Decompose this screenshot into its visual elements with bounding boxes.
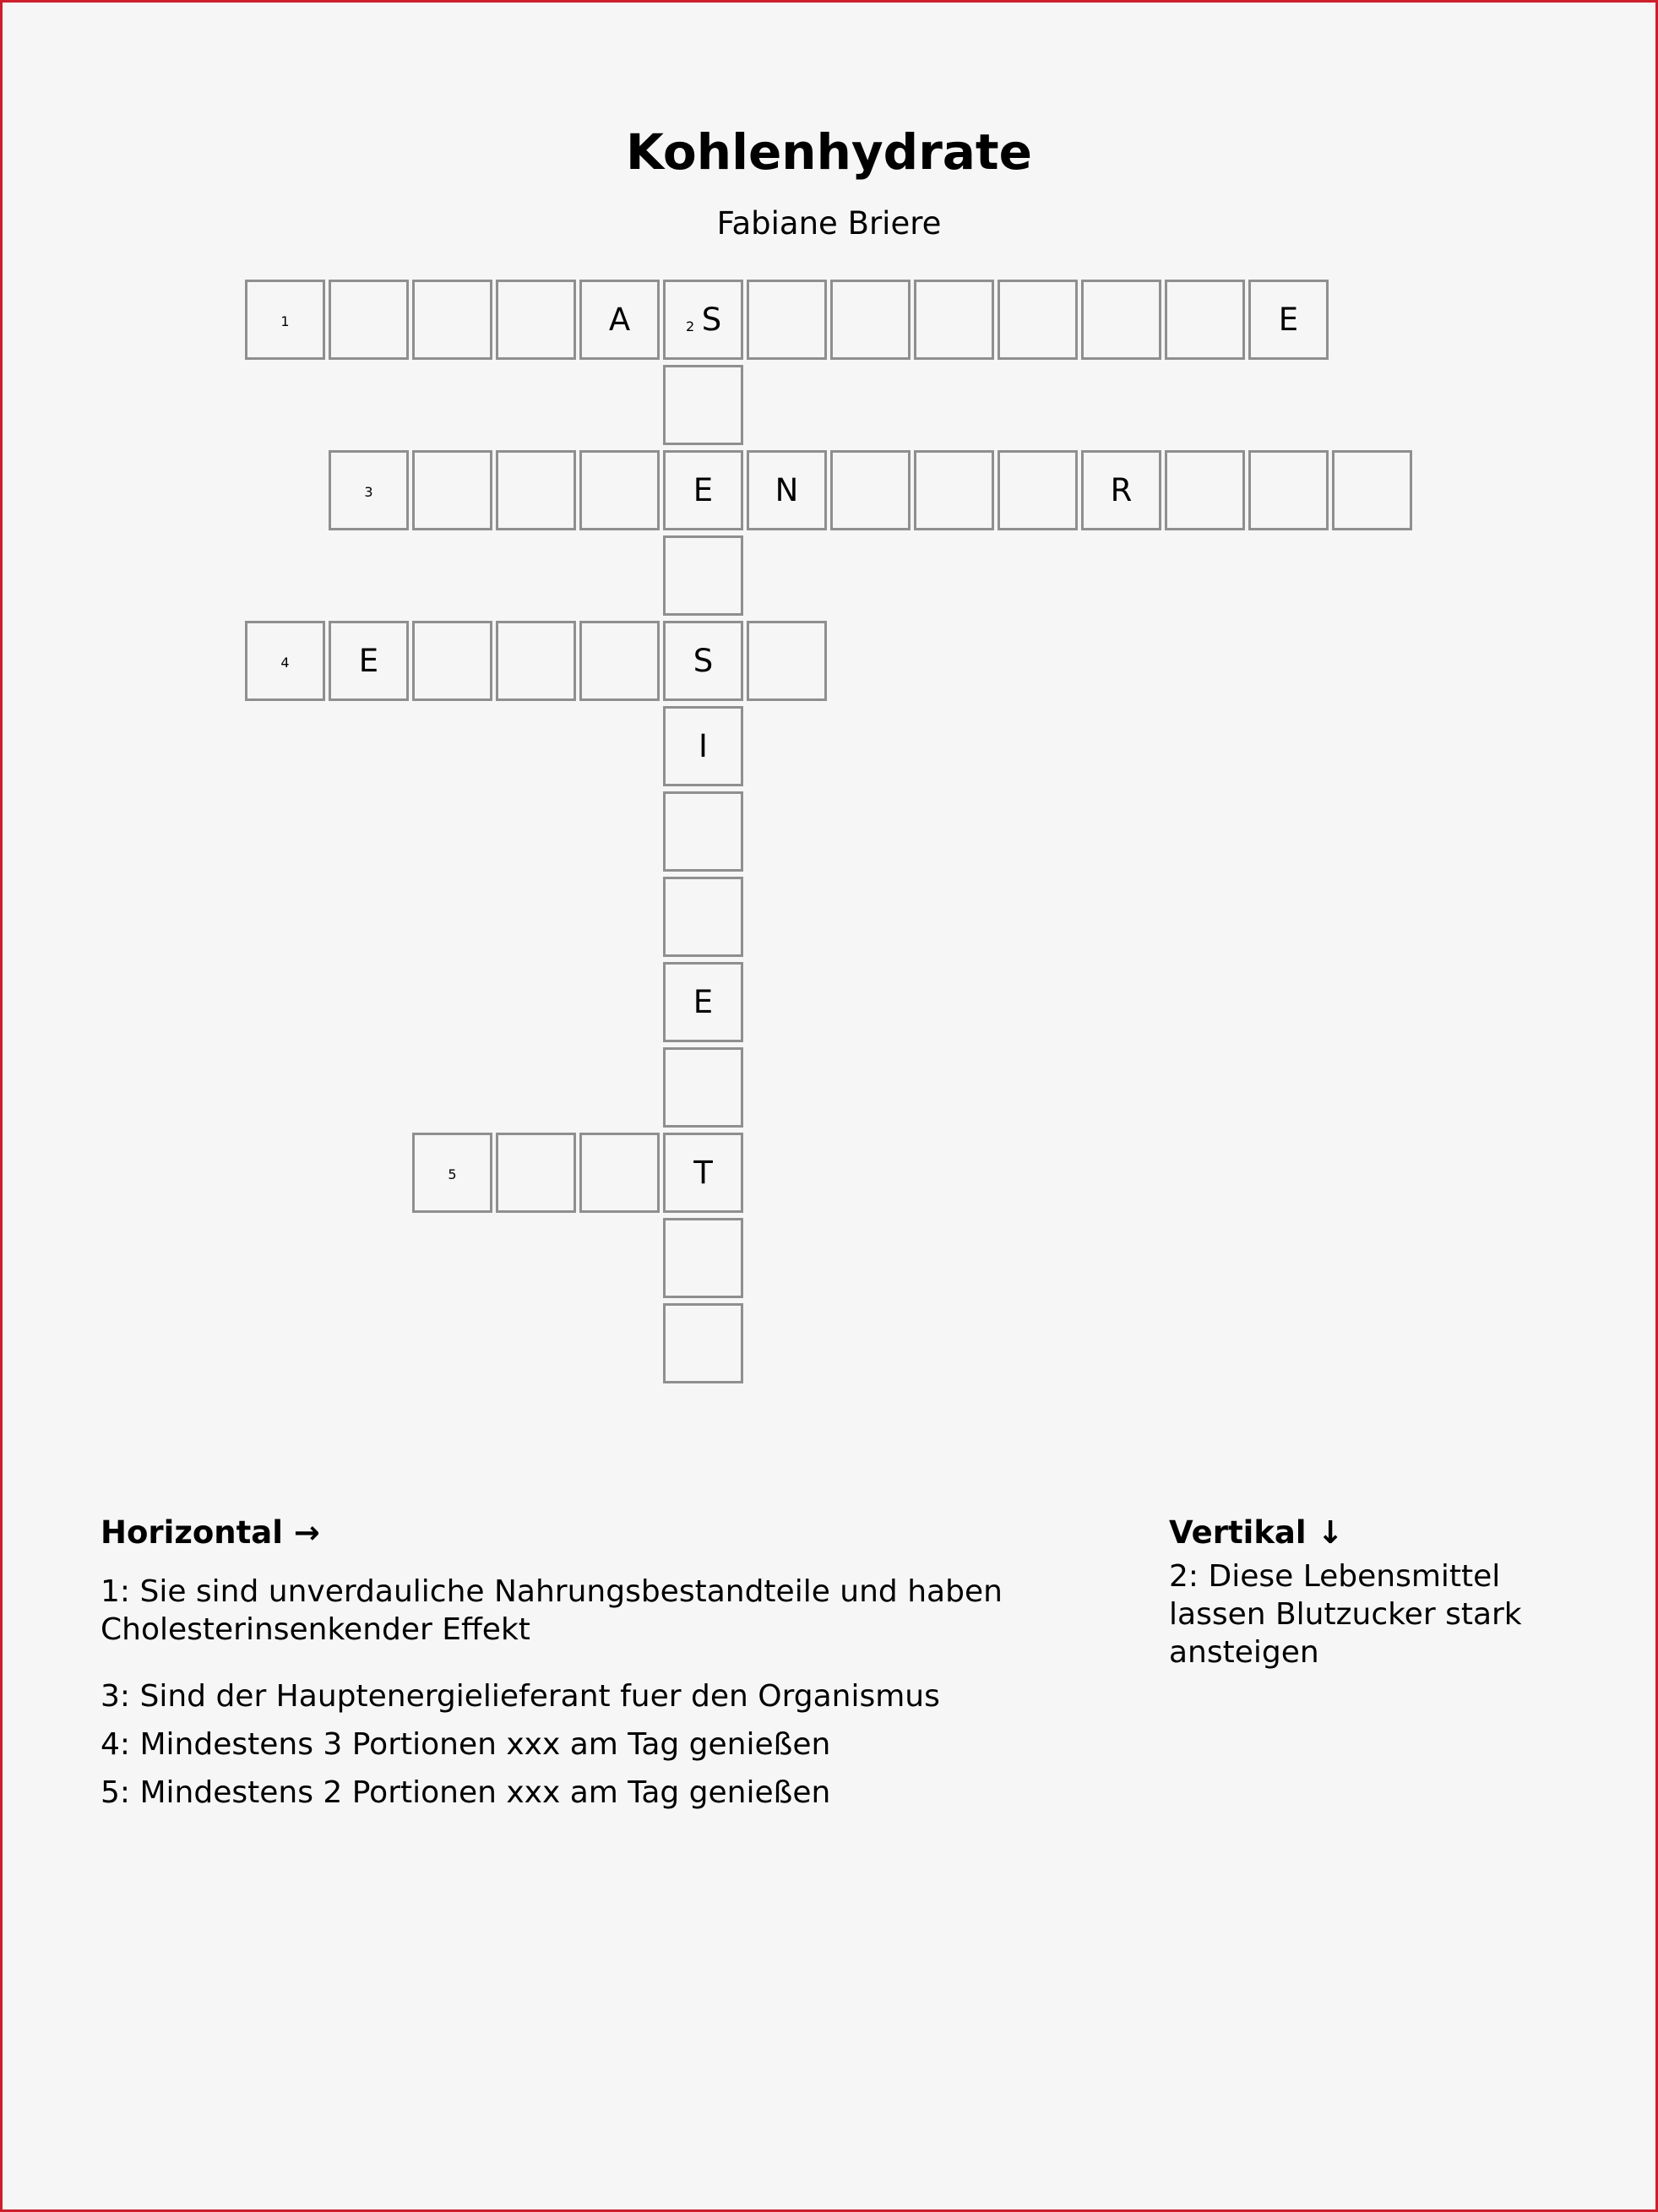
grid-cell-r1-c5[interactable] [579,280,660,360]
cell-letter: S [693,643,714,679]
author-name: Fabiane Briere [716,205,942,242]
grid-cell-r3-c8[interactable] [830,450,911,530]
grid-cell-r1-c1[interactable] [245,280,325,360]
grid-cell-r11-c3[interactable] [412,1133,492,1213]
cell-letter: R [1110,472,1133,508]
grid-cell-r8-c6[interactable] [663,877,743,957]
horizontal-clues [101,1512,1030,1822]
grid-cell-r11-c6[interactable] [663,1133,743,1213]
grid-cell-r3-c4[interactable] [496,450,576,530]
cell-letter: I [699,728,708,764]
puzzle-title: Kohlenhydrate [626,123,1032,181]
cell-letter: T [693,1155,713,1191]
vertical-clues [1169,1512,1566,1682]
grid-cell-r3-c12[interactable] [1165,450,1245,530]
grid-cell-r11-c5[interactable] [579,1133,660,1213]
grid-cell-r5-c4[interactable] [496,621,576,701]
grid-cell-r12-c6[interactable] [663,1218,743,1298]
grid-cell-r1-c10[interactable] [998,280,1078,360]
grid-cell-r1-c13[interactable] [1248,280,1329,360]
clue-number: 4 [280,655,290,671]
grid-cell-r3-c14[interactable] [1332,450,1412,530]
grid-cell-r3-c5[interactable] [579,450,660,530]
grid-cell-r3-c10[interactable] [998,450,1078,530]
clue-horizontal-1: 1: Sie sind unverdauliche Nahrungsbestandteile und haben Cholesterinsenkender Effekt [101,1574,1003,1647]
clue-number: 3 [364,484,373,500]
vertical-heading: Vertikal ↓ [1169,1514,1344,1551]
grid-cell-r5-c2[interactable] [329,621,409,701]
grid-cell-r3-c2[interactable] [329,450,409,530]
grid-cell-r10-c6[interactable] [663,1047,743,1128]
grid-cell-r13-c6[interactable] [663,1303,743,1383]
grid-cell-r5-c6[interactable] [663,621,743,701]
grid-cell-r4-c6[interactable] [663,535,743,616]
grid-cell-r5-c5[interactable] [579,621,660,701]
grid-cell-r1-c12[interactable] [1165,280,1245,360]
cell-letter: A [608,302,631,338]
grid-cell-r1-c3[interactable] [412,280,492,360]
grid-cell-r3-c3[interactable] [412,450,492,530]
grid-cell-r3-c13[interactable] [1248,450,1329,530]
grid-cell-r7-c6[interactable] [663,791,743,872]
clue-number: 1 [280,313,290,329]
grid-cell-r3-c11[interactable] [1081,450,1161,530]
clue-vertical-2: 2: Diese Lebensmittel lassen Blutzucker stark ansteigen [1169,1559,1522,1670]
grid-cell-r1-c4[interactable] [496,280,576,360]
grid-cell-r1-c2[interactable] [329,280,409,360]
grid-cell-r9-c6[interactable] [663,962,743,1042]
grid-cell-r6-c6[interactable] [663,706,743,786]
grid-cell-r2-c6[interactable] [663,365,743,445]
clue-horizontal-3: 3: Sind der Hauptenergielieferant fuer den Organismus [101,1679,940,1714]
grid-cell-r1-c6[interactable] [663,280,743,360]
clue-number: 5 [448,1166,457,1182]
cell-letter: N [775,472,799,508]
grid-cell-r1-c9[interactable] [914,280,994,360]
grid-cell-r5-c3[interactable] [412,621,492,701]
clue-number: 2 [686,318,695,334]
cell-letter: S [701,302,722,338]
grid-cell-r1-c11[interactable] [1081,280,1161,360]
grid-cell-r3-c9[interactable] [914,450,994,530]
grid-cell-r11-c4[interactable] [496,1133,576,1213]
clue-horizontal-5: 5: Mindestens 2 Portionen xxx am Tag genießen [101,1775,831,1810]
cell-letter: E [358,643,379,679]
grid-cell-r3-c6[interactable] [663,450,743,530]
cell-letter: E [1278,302,1299,338]
horizontal-heading: Horizontal → [101,1514,320,1551]
grid-cell-r1-c8[interactable] [830,280,911,360]
grid-cell-r3-c7[interactable] [747,450,827,530]
cell-letter: E [693,472,714,508]
grid-cell-r1-c7[interactable] [747,280,827,360]
grid-cell-r5-c7[interactable] [747,621,827,701]
grid-cell-r5-c1[interactable] [245,621,325,701]
cell-letter: E [693,984,714,1020]
clue-horizontal-4: 4: Mindestens 3 Portionen xxx am Tag genießen [101,1727,831,1762]
